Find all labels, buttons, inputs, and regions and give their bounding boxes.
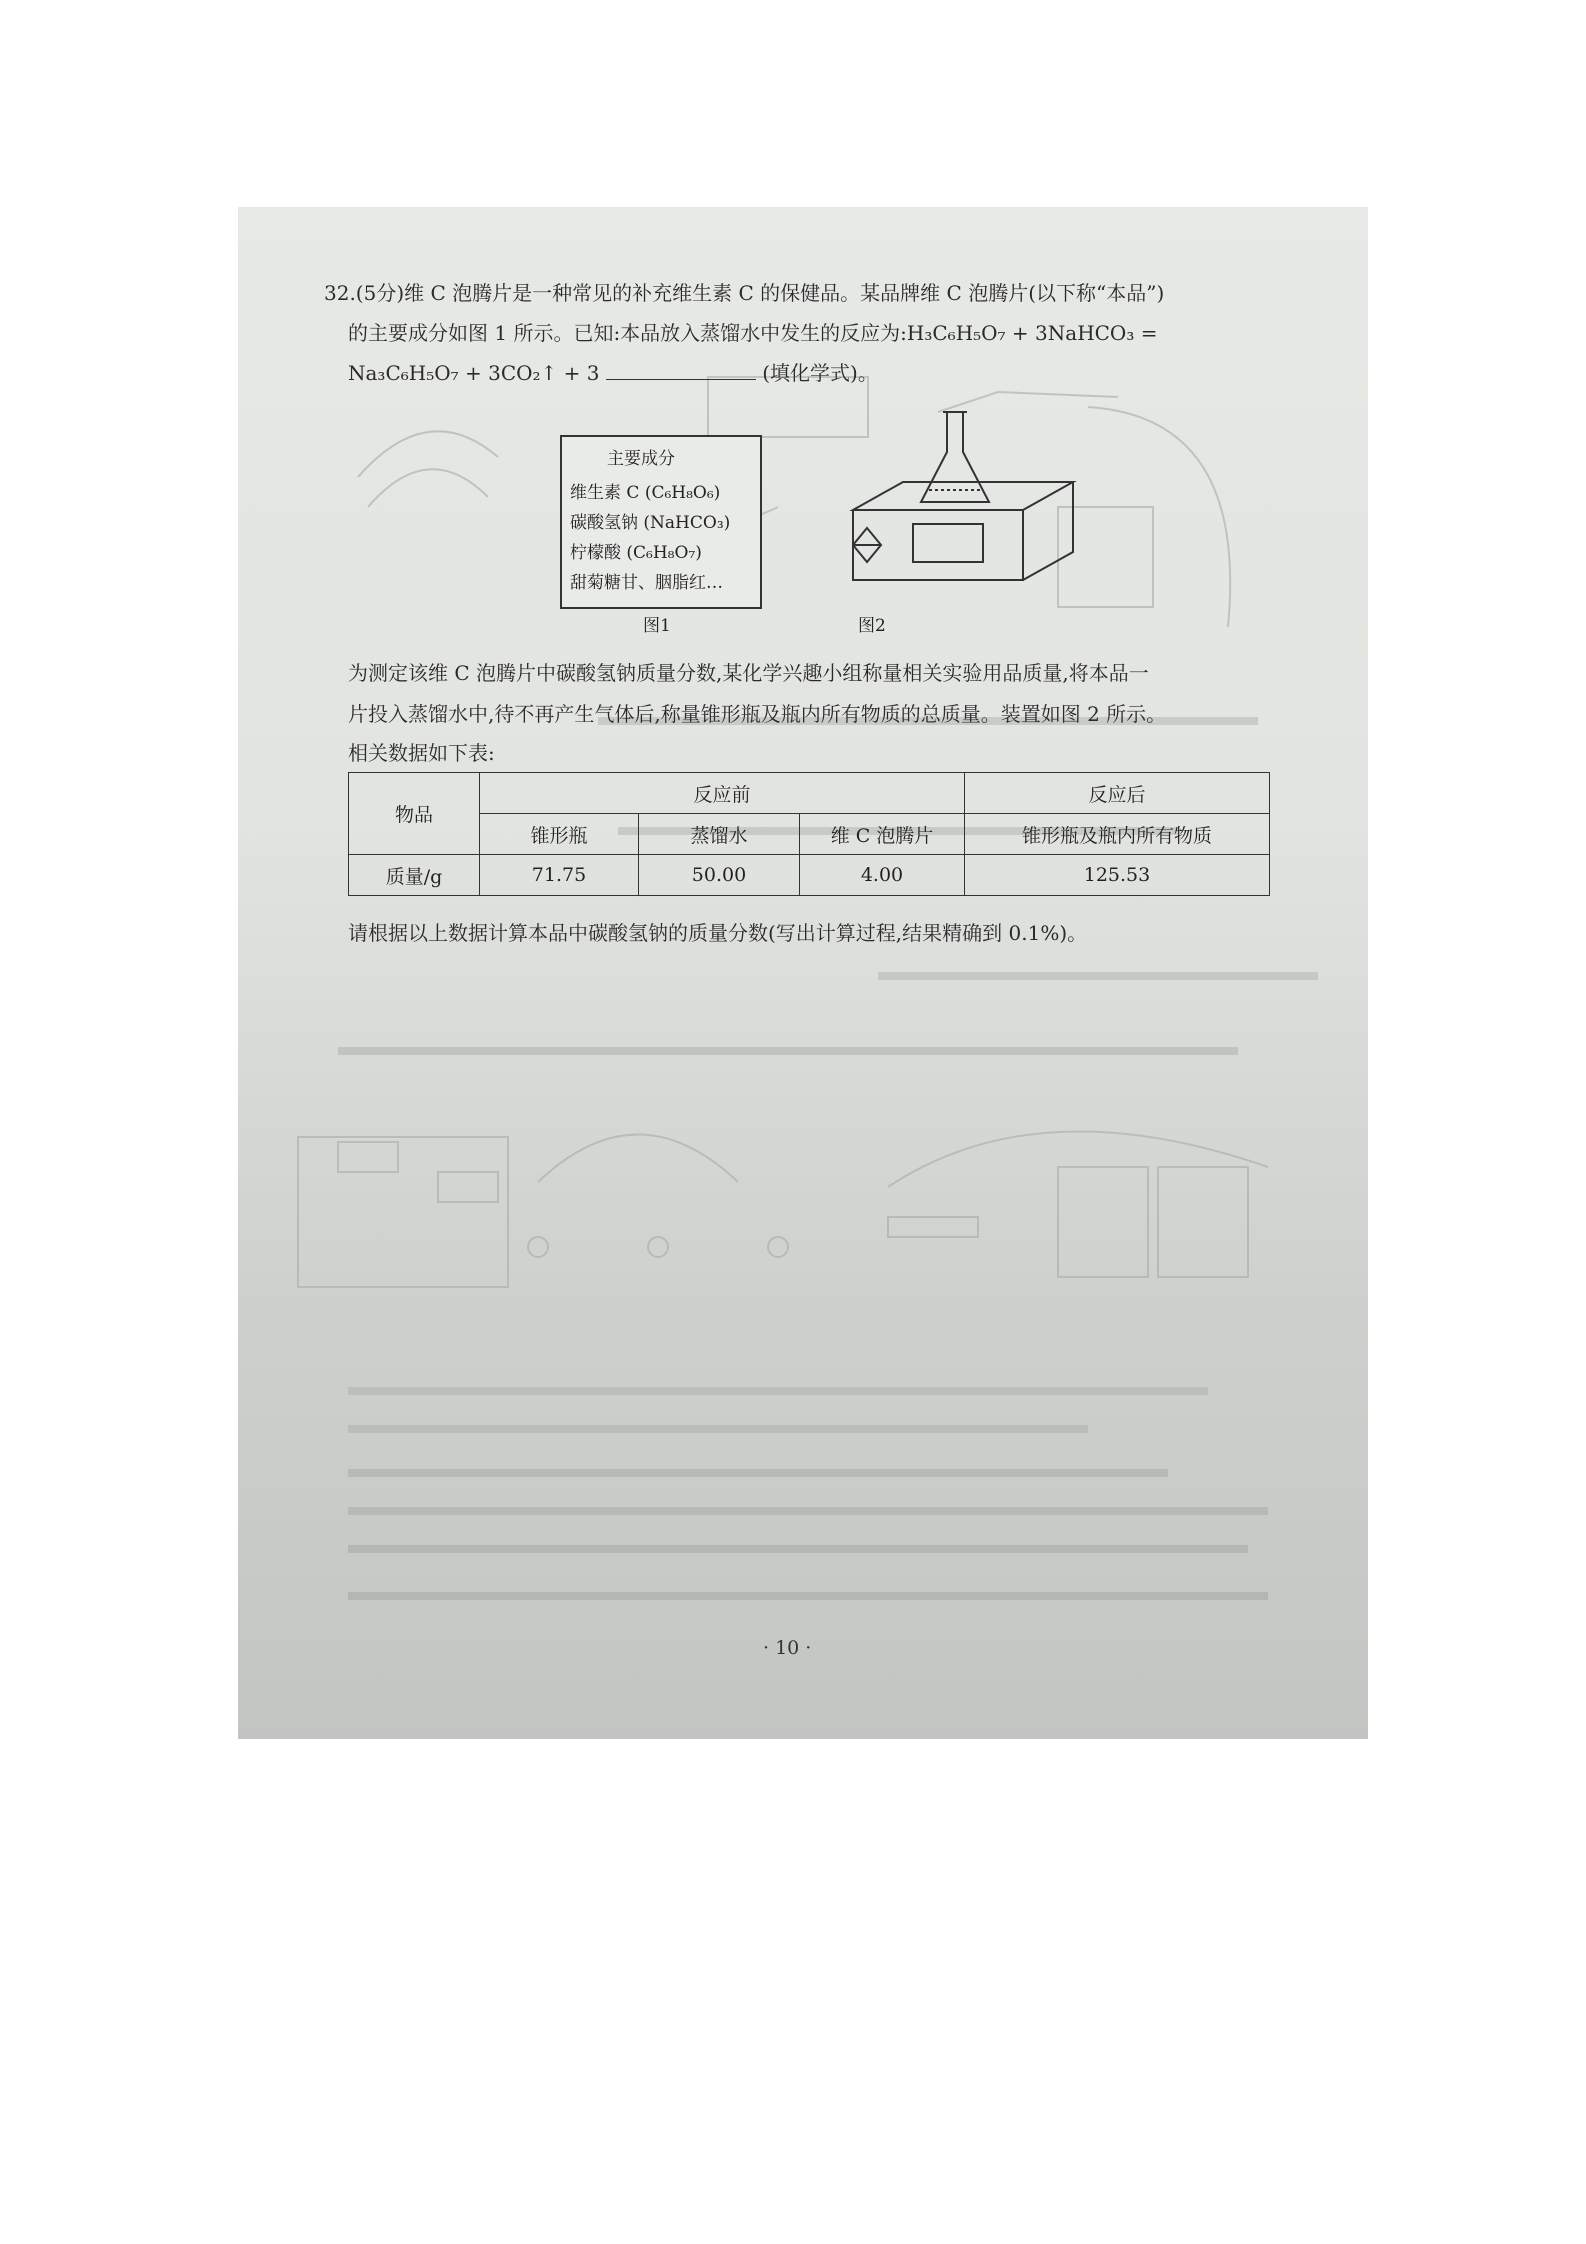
paragraph-line-3: 相关数据如下表: xyxy=(348,741,495,765)
fill-hint: (填化学式)。 xyxy=(762,361,878,385)
ingredients-box xyxy=(560,435,762,609)
ingredient-item: 柠檬酸 (C₆H₈O₇) xyxy=(570,543,702,563)
mass-data-table xyxy=(348,772,1270,896)
answer-blank xyxy=(606,359,756,380)
question-line-3 xyxy=(348,359,878,387)
table-subheader: 维 C 泡腾片 xyxy=(800,814,965,855)
table-cell: 71.75 xyxy=(480,855,639,896)
table-cell: 125.53 xyxy=(965,855,1270,896)
calculation-instruction: 请根据以上数据计算本品中碳酸氢钠的质量分数(写出计算过程,结果精确到 0.1%)。 xyxy=(348,921,1088,945)
ingredients-title: 主要成分 xyxy=(607,449,675,469)
table-header-after: 反应后 xyxy=(965,773,1270,814)
table-header-item: 物品 xyxy=(349,773,480,855)
table-subheader: 蒸馏水 xyxy=(639,814,800,855)
paragraph-line-2: 片投入蒸馏水中,待不再产生气体后,称量锥形瓶及瓶内所有物质的总质量。装置如图 2 所示。 xyxy=(348,702,1167,726)
equation-products: Na₃C₆H₅O₇ + 3CO₂↑ + 3 xyxy=(348,361,600,385)
scanned-page xyxy=(238,207,1368,1739)
ingredient-item: 碳酸氢钠 (NaHCO₃) xyxy=(570,513,731,533)
table-cell: 4.00 xyxy=(800,855,965,896)
ingredient-item: 维生素 C (C₆H₈O₆) xyxy=(570,483,721,503)
bleed-through-text xyxy=(238,207,1368,1739)
flask-on-balance-diagram xyxy=(843,402,1083,602)
table-header-before: 反应前 xyxy=(480,773,965,814)
table-cell: 50.00 xyxy=(639,855,800,896)
table-row-label: 质量/g xyxy=(349,855,480,896)
ingredient-item: 甜菊糖甘、胭脂红… xyxy=(570,573,723,593)
paragraph-line-1: 为测定该维 C 泡腾片中碳酸氢钠质量分数,某化学兴趣小组称量相关实验用品质量,将本品一 xyxy=(348,661,1149,685)
figure-1-caption: 图1 xyxy=(643,616,671,636)
page-number: · 10 · xyxy=(763,1637,812,1659)
table-subheader: 锥形瓶 xyxy=(480,814,639,855)
table-subheader: 锥形瓶及瓶内所有物质 xyxy=(965,814,1270,855)
question-line-2: 的主要成分如图 1 所示。已知:本品放入蒸馏水中发生的反应为:H₃C₆H₅O₇ + 3NaHCO₃ = xyxy=(348,321,1158,345)
figure-2-caption: 图2 xyxy=(858,616,886,636)
question-line-1: 32.(5分)维 C 泡腾片是一种常见的补充维生素 C 的保健品。某品牌维 C 泡腾片(以下称“本品”) xyxy=(324,281,1165,305)
